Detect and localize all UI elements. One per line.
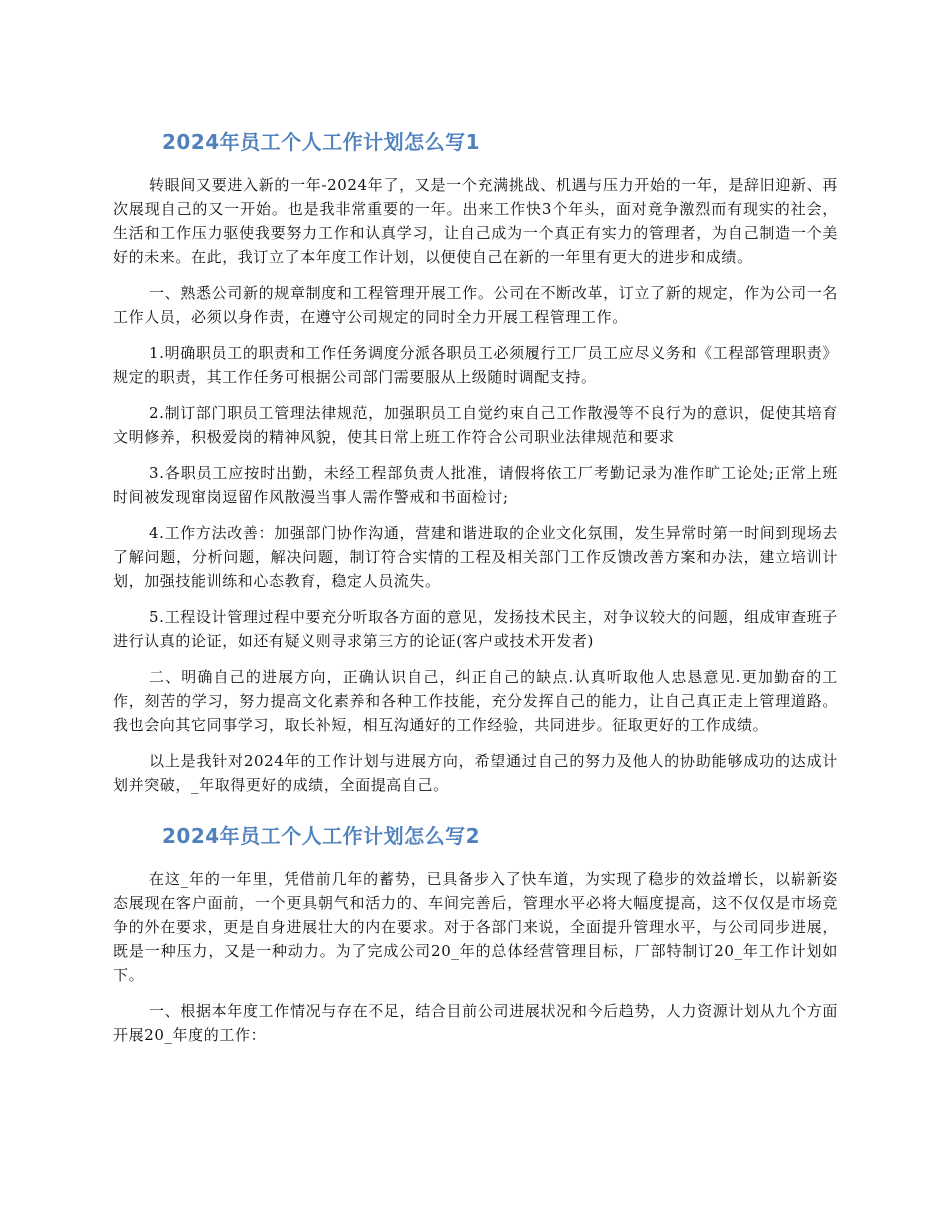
paragraph-part-one: 一、熟悉公司新的规章制度和工程管理开展工作。公司在不断改革，订立了新的规定，作为公司一名工作人员，必须以身作责，在遵守公司规定的同时全力开展工程管理工作。 [113,284,838,326]
paragraph-item-4: 4.工作方法改善：加强部门协作沟通，营建和谐进取的企业文化氛围，发生异常时第一时间到现场去了解问题，分析问题，解决问题，制订符合实情的工程及相关部门工作反馈改善方案和办法，建立培训计划，加强技能训练和心态教育，稳定人员流失。 [113,524,838,590]
paragraph-conclusion: 以上是我针对2024年的工作计划与进展方向，希望通过自己的努力及他人的协助能够成功的达成计划并突破，_年取得更好的成绩，全面提高自己。 [113,752,838,794]
paragraph-item-1: 1.明确职员工的职责和工作任务调度分派各职员工必须履行工厂员工应尽义务和《工程部管理职责》规定的职责，其工作任务可根据公司部门需要服从上级随时调配支持。 [113,344,838,386]
section-title-1: 2024年员工个人工作计划怎么写1 [162,130,481,154]
document-body [113,125,838,1059]
paragraph-item-3: 3.各职员工应按时出勤，未经工程部负责人批准，请假将依工厂考勤记录为准作旷工论处;正常上班时间被发现窜岗逗留作风散漫当事人需作警戒和书面检讨; [113,464,838,506]
paragraph-item-5: 5.工程设计管理过程中要充分听取各方面的意见，发扬技术民主，对争议较大的问题，组成审查班子进行认真的论证，如还有疑义则寻求第三方的论证(客户或技术开发者) [113,608,838,650]
paragraph-section2-part-one: 一、根据本年度工作情况与存在不足，结合目前公司进展状况和今后趋势，人力资源计划从九个方面开展20_年度的工作： [113,1002,838,1044]
paragraph-part-two: 二、明确自己的进展方向，正确认识自己，纠正自己的缺点.认真听取他人忠恳意见.更加勤奋的工作，刻苦的学习，努力提高文化素养和各种工作技能，充分发挥自己的能力，让自己真正走上管理道路。我也会向其它同事学习，取长补短，相互沟通好的工作经验，共同进步。征取更好的工作成绩。 [113,668,838,734]
section-title-2: 2024年员工个人工作计划怎么写2 [162,824,481,848]
paragraph-item-2: 2.制订部门职员工管理法律规范，加强职员工自觉约束自己工作散漫等不良行为的意识，促使其培育文明修养，积极爱岗的精神风貌，使其日常上班工作符合公司职业法律规范和要求 [113,404,838,446]
paragraph-section2-intro: 在这_年的一年里，凭借前几年的蓄势，已具备步入了快车道，为实现了稳步的效益增长，以崭新姿态展现在客户面前，一个更具朝气和活力的、车间完善后，管理水平必将大幅度提高，这不仅仅是市场竞争的外在要求，更是自身进展壮大的内在要求。对于各部门来说，全面提升管理水平，与公司同步进展，既是一种压力，又是一种动力。为了完成公司20_年的总体经营管理目标，厂部特制订20_年工作计划如下。 [113,870,838,984]
paragraph-intro: 转眼间又要进入新的一年-2024年了，又是一个充满挑战、机遇与压力开始的一年，是辞旧迎新、再次展现自己的又一开始。也是我非常重要的一年。出来工作快3个年头，面对竟争激烈而有现实的社会，生活和工作压力驱使我要努力工作和认真学习，让自己成为一个真正有实力的管理者，为自己制造一个美好的未来。在此，我订立了本年度工作计划，以便使自己在新的一年里有更大的进步和成绩。 [113,176,838,266]
